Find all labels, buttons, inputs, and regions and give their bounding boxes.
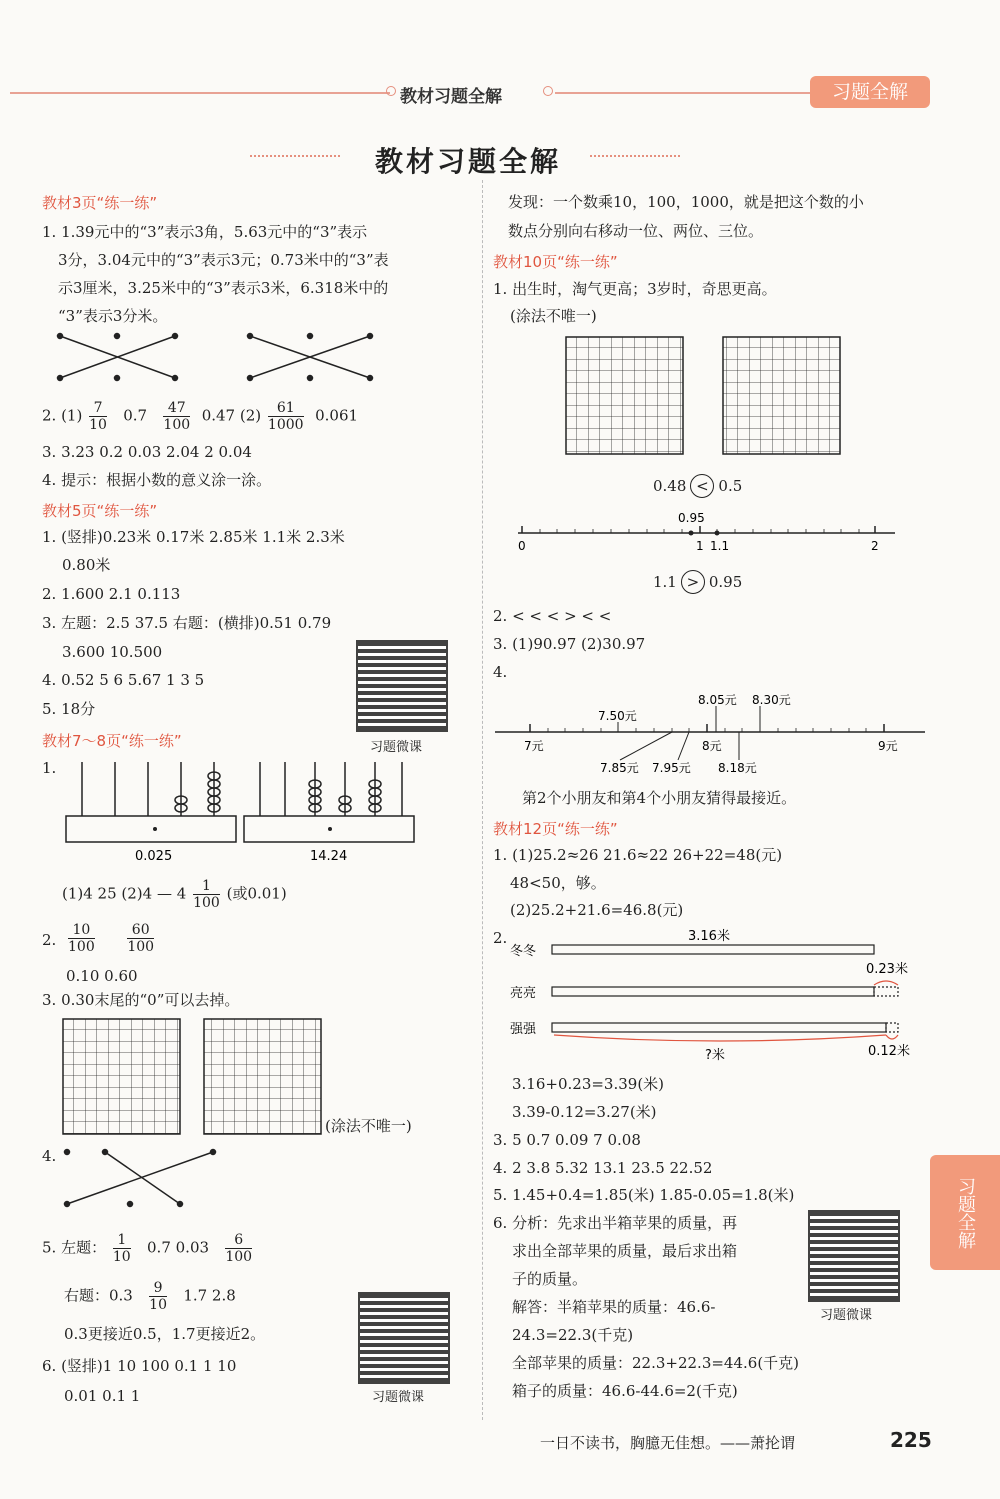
answer-line: 0.80米 — [62, 556, 111, 574]
answer-line: 4. 提示：根据小数的意义涂一涂。 — [42, 471, 272, 489]
answer-line: 求出全部苹果的质量，最后求出箱 — [512, 1242, 738, 1260]
fraction: $\frac{47}{100}$ — [163, 400, 191, 433]
comparison: 1.1 > 0.95 — [653, 570, 742, 594]
answer-line: “3”表示3分米。 — [58, 307, 168, 325]
answer-line: 子的质量。 — [512, 1270, 588, 1288]
qr-code[interactable] — [808, 1210, 900, 1302]
answer-line-fractions: 右题：0.3 $\frac{9}{10}$ 1.7 2.8 — [64, 1280, 236, 1313]
price-label: 9元 — [878, 739, 898, 753]
answer-line: 4. 0.52 5 6 5.67 1 3 5 — [42, 671, 205, 689]
answer-label: 4. — [493, 663, 508, 681]
answer-label: 4. — [42, 1147, 57, 1165]
answer-line-fractions: 5. 左题： $\frac{1}{10}$ 0.7 0.03 $\frac{6}{100}$ — [42, 1232, 253, 1265]
number-line-label: 2 — [871, 539, 879, 553]
number-line-diagram — [510, 508, 900, 556]
bar-length-label: ?米 — [705, 1048, 725, 1063]
answer-line: 2. < < < > < < — [493, 607, 612, 625]
fraction: $\frac{1}{100}$ — [193, 878, 220, 911]
answer-line: 数点分别向右移动一位、两位、三位。 — [508, 222, 764, 240]
answer-line: (2)25.2+21.6=46.8(元) — [510, 901, 684, 919]
fraction: $\frac{7}{10}$ — [89, 400, 107, 433]
answer-line: 1. — [42, 759, 57, 777]
answer-line: 3. 0.30末尾的“0”可以去掉。 — [42, 991, 240, 1009]
column-divider — [482, 180, 484, 1420]
answer-line: 1. 出生时，淘气更高；3岁时，奇思更高。 — [493, 280, 777, 298]
fraction: $\frac{10}{100}$ — [68, 922, 95, 955]
price-label: 8.05元 — [698, 693, 737, 707]
answer-line: 0.10 0.60 — [66, 967, 138, 985]
answer-line: 6. (竖排)1 10 100 0.1 1 10 — [42, 1357, 237, 1375]
header-rule-left — [10, 92, 390, 94]
answer-label: 2. — [493, 929, 508, 947]
number-line-label: 1.1 — [710, 539, 730, 553]
header-dot-right — [543, 86, 553, 96]
qr-caption: 习题微课 — [370, 740, 423, 755]
bar-name: 强强 — [510, 1022, 537, 1037]
answer-label: 2. — [42, 931, 57, 949]
bar-length-label: 0.12米 — [868, 1044, 910, 1059]
price-label: 7.85元 — [600, 761, 639, 775]
answer-line: (涂法不唯一) — [510, 307, 597, 325]
answer-line: 5. 1.45+0.4=1.85(米) 1.85-0.05=1.8(米) — [493, 1186, 795, 1204]
price-label: 7元 — [524, 739, 544, 753]
bar-comparison-diagram — [510, 925, 920, 1065]
answer-line-fraction: (1)4 25 (2)4 — 4 $\frac{1}{100}$ (或0.01) — [62, 878, 287, 911]
price-label: 8.18元 — [718, 761, 757, 775]
bar-length-label: 3.16米 — [688, 929, 730, 944]
header-rule-right — [555, 92, 810, 94]
section-heading: 教材10页“练一练” — [493, 253, 618, 271]
fraction: $\frac{9}{10}$ — [149, 1280, 167, 1313]
answer-line: 3. 3.23 0.2 0.03 2.04 2 0.04 — [42, 443, 252, 461]
section-heading: 教材3页“练一练” — [42, 194, 158, 212]
header-badge: 习题全解 — [810, 76, 930, 108]
number-line-label: 1 — [696, 539, 704, 553]
fraction: $\frac{6}{100}$ — [225, 1232, 253, 1265]
hundred-grid-diagram — [62, 1018, 324, 1138]
price-number-line-diagram — [490, 688, 930, 778]
answer-line: 4. 2 3.8 5.32 13.1 23.5 22.52 — [493, 1159, 713, 1177]
answer-line: 全部苹果的质量：22.3+22.3=44.6(千克) — [512, 1354, 800, 1372]
answer-line-fractions: 2. (1) $\frac{7}{10}$ 0.7 $\frac{47}{100}$ 0.47 (2) $\frac{61}{1000}$ 0.061 — [42, 400, 359, 433]
bar-name: 冬冬 — [510, 944, 537, 959]
fraction-row — [66, 922, 156, 955]
section-heading: 教材5页“练一练” — [42, 502, 158, 520]
qr-caption: 习题微课 — [372, 1390, 425, 1405]
answer-line: 示3厘米，3.25米中的“3”表示3米，6.318米中的 — [58, 279, 389, 297]
answer-line: 1. (1)25.2≈26 21.6≈22 26+22=48(元) — [493, 846, 783, 864]
hundred-grid-diagram — [565, 336, 885, 456]
answer-line: 第2个小朋友和第4个小朋友猜得最接近。 — [522, 789, 797, 807]
answer-line: 发现：一个数乘10，100，1000，就是把这个数的小 — [508, 193, 864, 211]
answer-line: 解答：半箱苹果的质量：46.6- — [512, 1298, 716, 1316]
answer-line: 1. (竖排)0.23米 0.17米 2.85米 1.1米 2.3米 — [42, 528, 345, 546]
answer-line: 5. 18分 — [42, 700, 96, 718]
answer-line: 2. 1.600 2.1 0.113 — [42, 585, 181, 603]
section-heading: 教材12页“练一练” — [493, 820, 618, 838]
header-dot-left — [386, 86, 396, 96]
price-label: 8.30元 — [752, 693, 791, 707]
bar-name: 亮亮 — [510, 986, 537, 1001]
answer-line: 3分，3.04元中的“3”表示3元；0.73米中的“3”表 — [58, 251, 389, 269]
answer-line: 3. 左题：2.5 37.5 右题：(横排)0.51 0.79 — [42, 614, 332, 632]
footer-quote: 一日不读书，胸臆无佳想。——萧抡谓 — [540, 1434, 796, 1452]
answer-note: (涂法不唯一) — [325, 1117, 412, 1135]
answer-line: 3.600 10.500 — [62, 643, 163, 661]
answer-line: 0.3更接近0.5，1.7更接近2。 — [64, 1325, 266, 1343]
qr-code[interactable] — [356, 640, 448, 732]
title-deco-right — [590, 155, 680, 159]
answer-line: 24.3=22.3(千克) — [512, 1326, 634, 1344]
price-label: 7.95元 — [652, 761, 691, 775]
answer-line: 0.01 0.1 1 — [64, 1387, 141, 1405]
number-line-label: 0.95 — [678, 511, 705, 525]
qr-caption: 习题微课 — [820, 1308, 873, 1323]
answer-line: 3.39-0.12=3.27(米) — [512, 1103, 657, 1121]
answer-line: 3.16+0.23=3.39(米) — [512, 1075, 665, 1093]
abacus-diagram — [60, 758, 430, 868]
section-heading: 教材7～8页“练一练” — [42, 732, 182, 750]
fraction: $\frac{60}{100}$ — [127, 922, 155, 955]
answer-line: 6. 分析：先求出半箱苹果的质量，再 — [493, 1214, 738, 1232]
price-label: 8元 — [702, 739, 722, 753]
abacus-label: 14.24 — [310, 849, 348, 864]
price-label: 7.50元 — [598, 709, 637, 723]
side-tab: 习题全解 — [930, 1155, 1000, 1270]
header-title: 教材习题全解 — [400, 87, 502, 107]
page-number: 225 — [890, 1428, 932, 1452]
fraction: $\frac{61}{1000}$ — [267, 400, 304, 433]
answer-line: 箱子的质量：46.6-44.6=2(千克) — [512, 1382, 738, 1400]
comparison: 0.48 < 0.5 — [653, 474, 742, 498]
answer-line: 48<50，够。 — [510, 874, 606, 892]
fraction: $\frac{1}{10}$ — [112, 1232, 131, 1265]
matching-lines-diagram — [55, 1144, 225, 1212]
matching-lines-diagram — [55, 328, 465, 384]
answer-line: 1. 1.39元中的“3”表示3角，5.63元中的“3”表示 — [42, 223, 368, 241]
bar-length-label: 0.23米 — [866, 962, 908, 977]
qr-code[interactable] — [358, 1292, 450, 1384]
abacus-label: 0.025 — [135, 849, 173, 864]
answer-line: 3. 5 0.7 0.09 7 0.08 — [493, 1131, 641, 1149]
answer-line: 3. (1)90.97 (2)30.97 — [493, 635, 646, 653]
number-line-label: 0 — [518, 539, 526, 553]
page-title: 教材习题全解 — [374, 145, 561, 178]
